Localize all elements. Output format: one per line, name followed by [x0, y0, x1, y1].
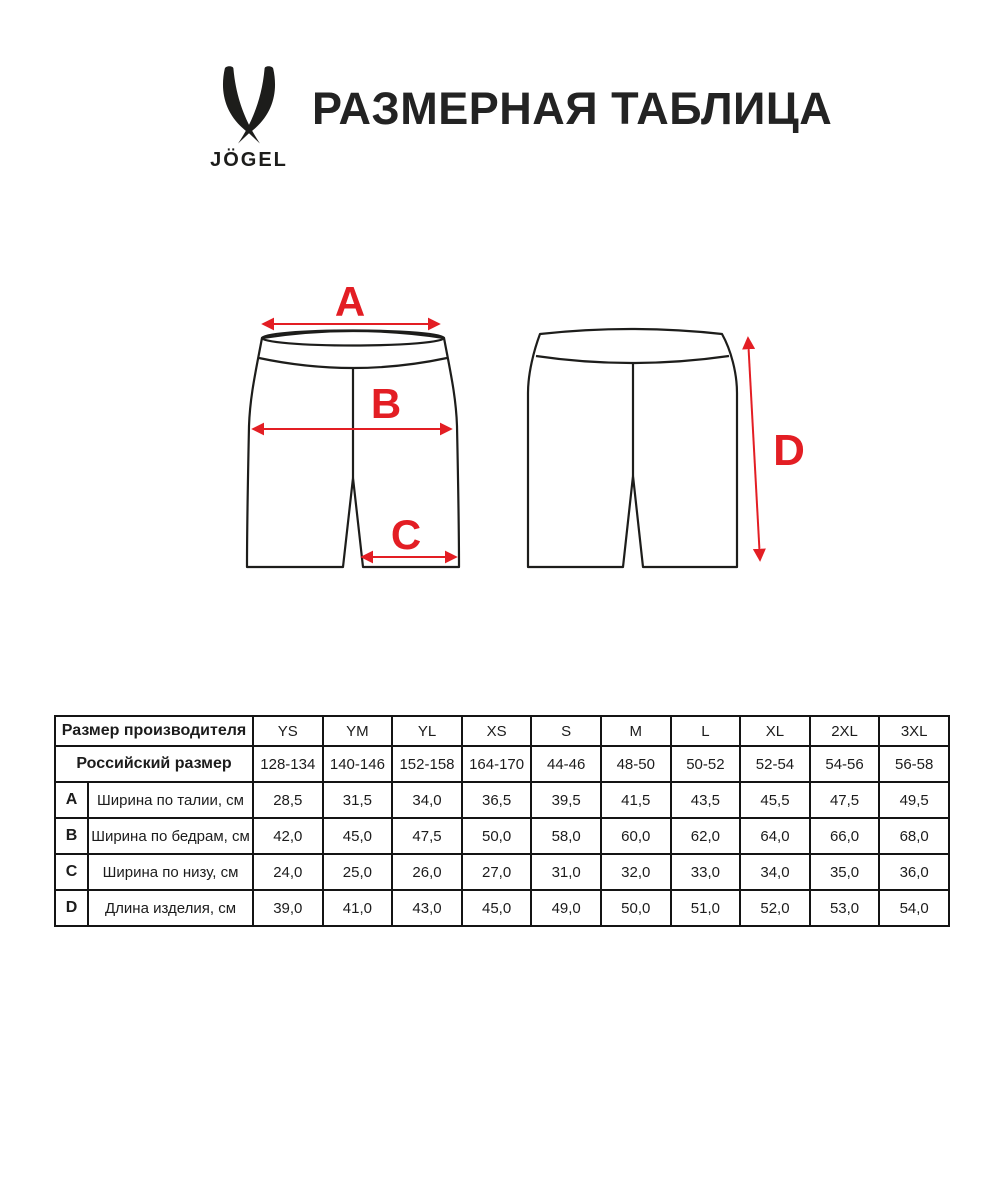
measurement-value: 49,0 [531, 890, 601, 926]
measurement-label: Длина изделия, см [88, 890, 253, 926]
size-column-3XL: 3XL [879, 716, 949, 746]
dim-label-a: A [334, 278, 366, 325]
russian-size-cell: 56-58 [879, 746, 949, 782]
measurement-row-A [55, 782, 949, 818]
size-column-XL: XL [740, 716, 810, 746]
measurement-value: 43,5 [671, 782, 741, 818]
measurement-value: 64,0 [740, 818, 810, 854]
measurement-value: 49,5 [879, 782, 949, 818]
row-letter: C [55, 854, 88, 890]
size-column-2XL: 2XL [810, 716, 880, 746]
measurement-value: 24,0 [253, 854, 323, 890]
measurement-value: 58,0 [531, 818, 601, 854]
russian-size-cell: 140-146 [323, 746, 393, 782]
measurement-value: 28,5 [253, 782, 323, 818]
russian-size-label: Российский размер [55, 746, 253, 782]
size-table [54, 715, 950, 927]
measurement-value: 50,0 [462, 818, 532, 854]
measurement-row-C [55, 854, 949, 890]
size-column-L: L [671, 716, 741, 746]
shorts-measurement-diagram [0, 278, 998, 598]
jogel-v-mark-icon [210, 64, 288, 148]
manufacturer-size-label: Размер производителя [55, 716, 253, 746]
size-column-YL: YL [392, 716, 462, 746]
length-arrow-d [748, 338, 760, 560]
measurement-value: 43,0 [392, 890, 462, 926]
dim-label-d: D [773, 426, 805, 475]
dim-label-c: C [390, 511, 422, 558]
measurement-row-D [55, 890, 949, 926]
measurement-value: 45,5 [740, 782, 810, 818]
measurement-label: Ширина по бедрам, см [88, 818, 253, 854]
russian-size-cell: 52-54 [740, 746, 810, 782]
russian-size-cell: 152-158 [392, 746, 462, 782]
row-letter: B [55, 818, 88, 854]
row-letter: D [55, 890, 88, 926]
russian-size-cell: 164-170 [462, 746, 532, 782]
measurement-value: 45,0 [462, 890, 532, 926]
measurement-value: 39,0 [253, 890, 323, 926]
measurement-value: 68,0 [879, 818, 949, 854]
size-column-YS: YS [253, 716, 323, 746]
measurement-value: 35,0 [810, 854, 880, 890]
russian-size-cell: 54-56 [810, 746, 880, 782]
russian-size-cell: 50-52 [671, 746, 741, 782]
measurement-value: 33,0 [671, 854, 741, 890]
measurement-value: 36,5 [462, 782, 532, 818]
shorts-back-outline [528, 329, 737, 567]
measurement-value: 45,0 [323, 818, 393, 854]
measurement-value: 34,0 [740, 854, 810, 890]
measurement-value: 54,0 [879, 890, 949, 926]
measurement-value: 25,0 [323, 854, 393, 890]
measurement-value: 32,0 [601, 854, 671, 890]
page-title: РАЗМЕРНАЯ ТАБЛИЦА [312, 83, 833, 134]
measurement-value: 41,0 [323, 890, 393, 926]
measurement-value: 62,0 [671, 818, 741, 854]
size-column-YM: YM [323, 716, 393, 746]
manufacturer-size-row [55, 716, 949, 746]
russian-size-cell: 128-134 [253, 746, 323, 782]
measurement-value: 31,0 [531, 854, 601, 890]
measurement-value: 36,0 [879, 854, 949, 890]
row-letter: A [55, 782, 88, 818]
brand-logo [192, 64, 306, 172]
measurement-value: 52,0 [740, 890, 810, 926]
brand-wordmark: JÖGEL [210, 149, 288, 171]
size-column-S: S [531, 716, 601, 746]
measurement-value: 47,5 [392, 818, 462, 854]
dim-label-b: B [370, 380, 402, 427]
shorts-front-outline [247, 331, 459, 568]
measurement-value: 53,0 [810, 890, 880, 926]
measurement-value: 47,5 [810, 782, 880, 818]
measurement-label: Ширина по низу, см [88, 854, 253, 890]
measurement-value: 31,5 [323, 782, 393, 818]
measurement-value: 34,0 [392, 782, 462, 818]
measurement-value: 41,5 [601, 782, 671, 818]
measurement-value: 50,0 [601, 890, 671, 926]
measurement-value: 42,0 [253, 818, 323, 854]
measurement-value: 39,5 [531, 782, 601, 818]
russian-size-cell: 48-50 [601, 746, 671, 782]
measurement-value: 26,0 [392, 854, 462, 890]
size-column-XS: XS [462, 716, 532, 746]
measurement-value: 27,0 [462, 854, 532, 890]
measurement-value: 66,0 [810, 818, 880, 854]
measurement-row-B [55, 818, 949, 854]
size-column-M: M [601, 716, 671, 746]
measurement-value: 51,0 [671, 890, 741, 926]
russian-size-cell: 44-46 [531, 746, 601, 782]
russian-size-row [55, 746, 949, 782]
measurement-label: Ширина по талии, см [88, 782, 253, 818]
measurement-value: 60,0 [601, 818, 671, 854]
